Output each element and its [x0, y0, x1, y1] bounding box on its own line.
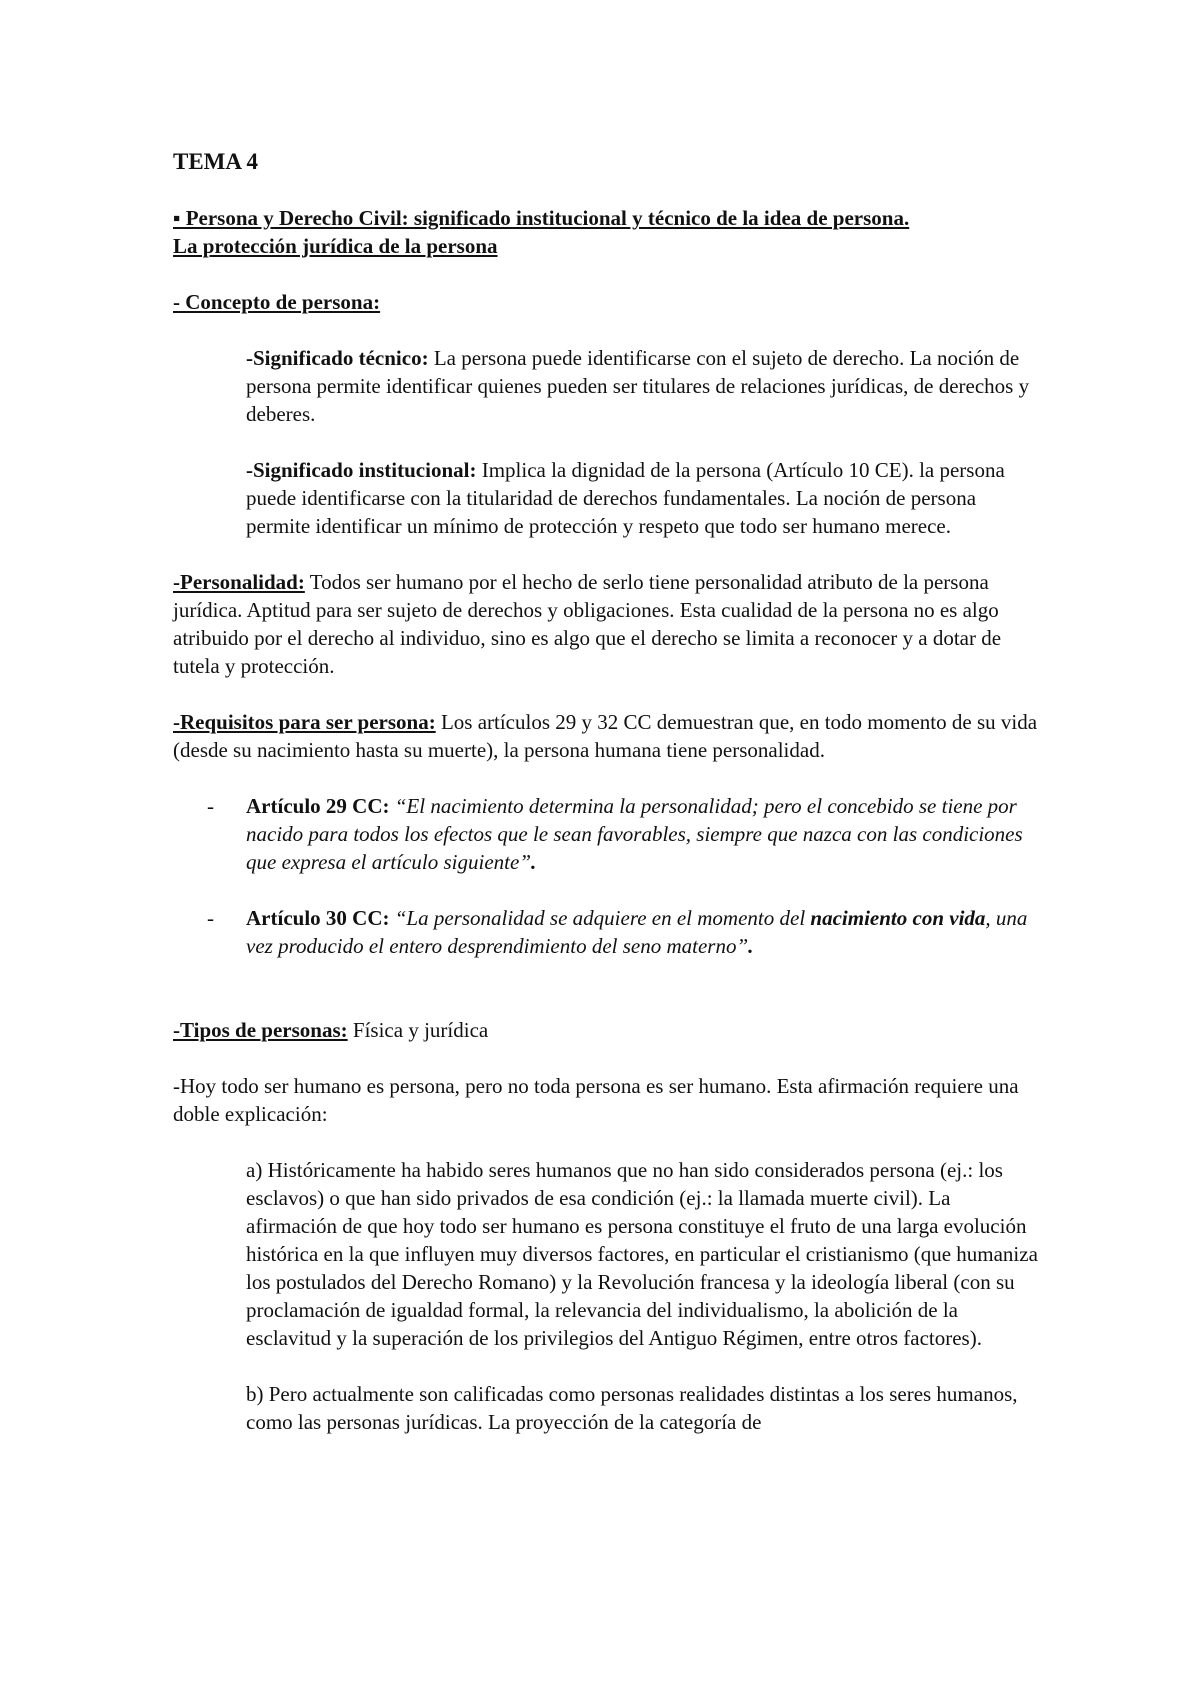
requisitos-label: -Requisitos para ser persona:: [173, 710, 436, 734]
section-heading-line2: La protección jurídica de la persona: [173, 234, 498, 258]
tecnico-label: -Significado técnico:: [246, 346, 429, 370]
section-heading: [173, 204, 1043, 260]
tipos-text: Física y jurídica: [347, 1018, 489, 1042]
art30-bold: nacimiento con vida: [810, 906, 986, 930]
institucional-label: -Significado institucional:: [246, 458, 477, 482]
personalidad-text: Todos ser humano por el hecho de serlo tiene personalidad atributo de la persona jurídica. Aptitud para ser sujeto de derechos y obligaciones. Esta cualidad de la persona no es algo atribuido por el derecho al individuo, sino es algo que el derecho se limita a reconocer y a dotar de tutela y protección.: [173, 570, 1002, 678]
bullet-dash: -: [207, 794, 214, 818]
art29-end: .: [531, 850, 537, 874]
document-title: TEMA 4: [173, 149, 258, 174]
requisitos-paragraph: [173, 708, 1043, 764]
concepto-heading: - Concepto de persona:: [173, 290, 381, 314]
b-paragraph: b) Pero actualmente son calificadas como personas realidades distintas a los seres humanos, como las personas jurídicas. La proyección de la categoría de: [246, 1382, 1018, 1434]
tecnico-text: La persona puede identificarse con el sujeto de derecho. La noción de persona permite identificar quienes pueden ser titulares de relaciones jurídicas, de derechos y deberes.: [246, 346, 1030, 426]
tecnico-paragraph: [246, 344, 1043, 428]
art30-text-a: “La personalidad se adquiere en el momento del: [389, 906, 811, 930]
section-heading-line1: ▪ Persona y Derecho Civil: significado institucional y técnico de la idea de persona.: [173, 206, 910, 230]
hoy-paragraph: -Hoy todo ser humano es persona, pero no toda persona es ser humano. Esta afirmación requiere una doble explicación:: [173, 1074, 1019, 1126]
art29-text: “El nacimiento determina la personalidad; pero el concebido se tiene por nacido para todos los efectos que le sean favorables, siempre que nazca con las condiciones que expresa el artículo siguiente”: [246, 794, 1023, 874]
art30-label: Artículo 30 CC:: [246, 906, 390, 930]
personalidad-label: -Personalidad:: [173, 570, 305, 594]
personalidad-paragraph: [173, 568, 1043, 680]
a-paragraph: a) Históricamente ha habido seres humanos que no han sido considerados persona (ej.: los esclavos) o que han sido privados de esa condición (ej.: la llamada muerte civil). La afirmación de que hoy todo ser humano es persona constituye el fruto de una larga evolución histórica en la que influyen muy diversos factores, en particular el cristianismo (que humaniza los postulados del Derecho Romano) y la Revolución francesa y la ideología liberal (con su proclamación de igualdad formal, la relevancia del individualismo, la abolición de la esclavitud y la superación de los privilegios del Antiguo Régimen, entre otros factores).: [246, 1158, 1038, 1350]
art29-label: Artículo 29 CC:: [246, 794, 390, 818]
tipos-label: -Tipos de personas:: [173, 1018, 348, 1042]
institucional-text: Implica la dignidad de la persona (Artículo 10 CE). la persona puede identificarse con la titularidad de derechos fundamentales. La noción de persona permite identificar un mínimo de protección y respeto que todo ser humano merece.: [246, 458, 1005, 538]
bullet-dash: -: [207, 906, 214, 930]
document-content: [173, 148, 1043, 1436]
art29-bullet: [173, 792, 1043, 876]
institucional-paragraph: [246, 456, 1043, 540]
art30-text-b: , una vez producido el entero desprendimiento del seno materno”: [246, 906, 1028, 958]
art30-end: .: [748, 934, 754, 958]
art30-bullet: [173, 904, 1043, 960]
tipos-paragraph: [173, 1016, 1043, 1044]
requisitos-text: Los artículos 29 y 32 CC demuestran que, en todo momento de su vida (desde su nacimiento hasta su muerte), la persona humana tiene personalidad.: [173, 710, 1038, 762]
